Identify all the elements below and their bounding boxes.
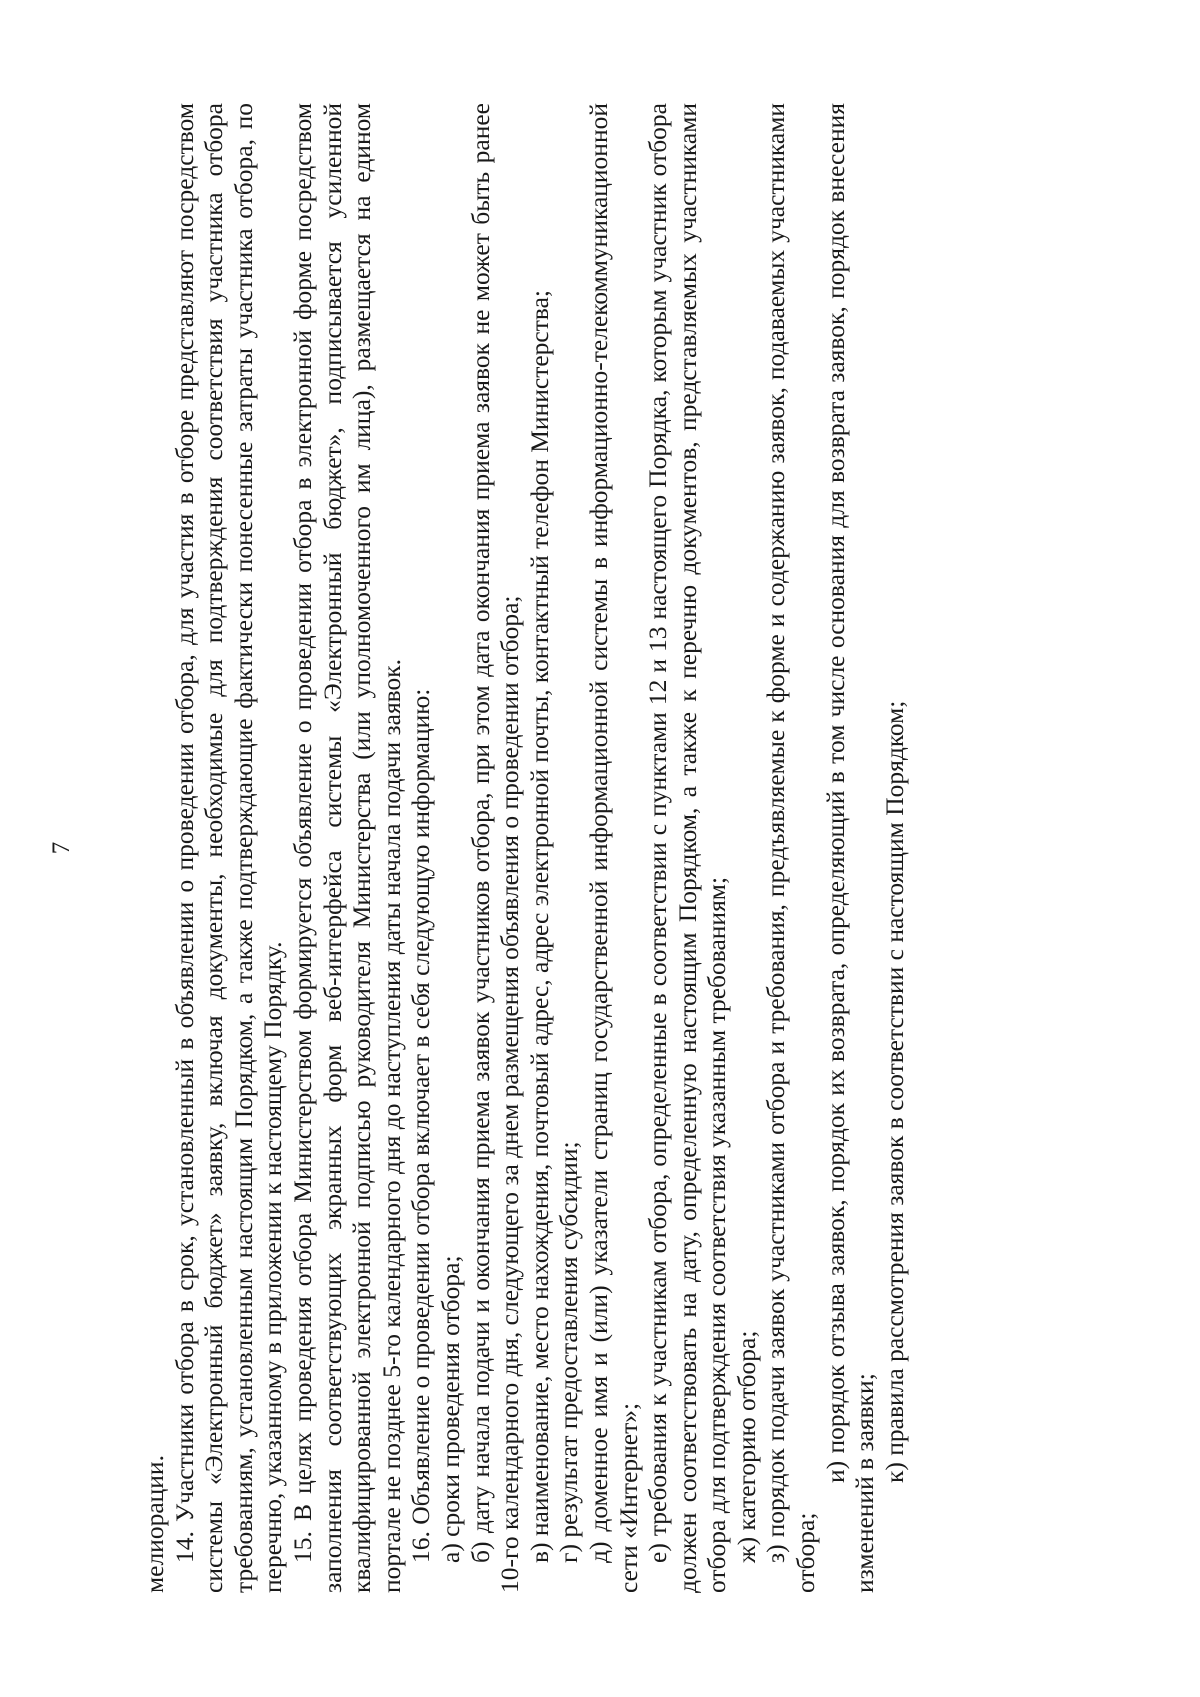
list-item-zh: ж) категорию отбора; (731, 1330, 761, 1563)
rotated-page-content (48, 103, 1060, 1593)
list-item-v: в) наименование, место нахождения, почтовый адрес, адрес электронной почты, контактный телефон Министерства; (524, 290, 554, 1563)
list-item-d: д) доменное имя и (или) указатели страниц государственной информационной системы в информационно-телекоммуникационной сети «Интернет»; (583, 103, 643, 1593)
list-item-a: а) сроки проведения отбора; (435, 1255, 465, 1563)
list-item-z: з) порядок подачи заявок участниками отбора и требования, предъявляемые к форме и содержанию заявок, подаваемых участниками отбора; (761, 103, 821, 1593)
list-item-k: к) правила рассмотрения заявок в соответствии с настоящим Порядком; (879, 700, 909, 1483)
document-text (140, 103, 909, 1593)
paragraph-16: 16. Объявление о проведении отбора включает в себя следующую информацию: (406, 688, 436, 1563)
paragraph-continuation: мелиорации. (140, 1455, 169, 1593)
paragraph-14: 14. Участники отбора в срок, установленный в объявлении о проведении отбора, для участия в отборе представляют посредством системы «Электронный бюджет» заявку, включая документы, необходимые для подтверждения соответствия участника отбора требованиям, установленным настоящим Порядком, а также подтверждающие фактически понесенные затраты участника отбора, по перечню, указанному в приложении к настоящему Порядку. (169, 103, 288, 1593)
list-item-i: и) порядок отзыва заявок, порядок их возврата, определяющий в том числе основания для возврата заявок, порядок внесения изменений в заявки; (820, 103, 880, 1593)
list-item-g: г) результат предоставления субсидии; (554, 1141, 584, 1563)
page-number: 7 (48, 841, 75, 855)
list-item-b: б) дату начала подачи и окончания приема заявок участников отбора, при этом дата окончания приема заявок не может быть ранее 10-го календарного дня, следующего за днем размещения объявления о проведении отбора; (465, 103, 525, 1593)
paragraph-15: 15. В целях проведения отбора Министерством формируется объявление о проведении отбора в электронной форме посредством заполнения соответствующих экранных форм веб-интерфейса системы «Электронный бюджет», подписывается усиленной квалифицированной электронной подписью руководителя Министерства (или уполномоченного им лица), размещается на едином портале не позднее 5-го календарного дня до наступления даты начала подачи заявок. (287, 103, 406, 1593)
list-item-e: е) требования к участникам отбора, определенные в соответствии с пунктами 12 и 13 настоящего Порядка, которым участник отбора должен соответствовать на дату, определенную настоящим Порядком, а также к перечню документов, представляемых участниками отбора для подтверждения соответствия указанным требованиям; (643, 103, 732, 1593)
